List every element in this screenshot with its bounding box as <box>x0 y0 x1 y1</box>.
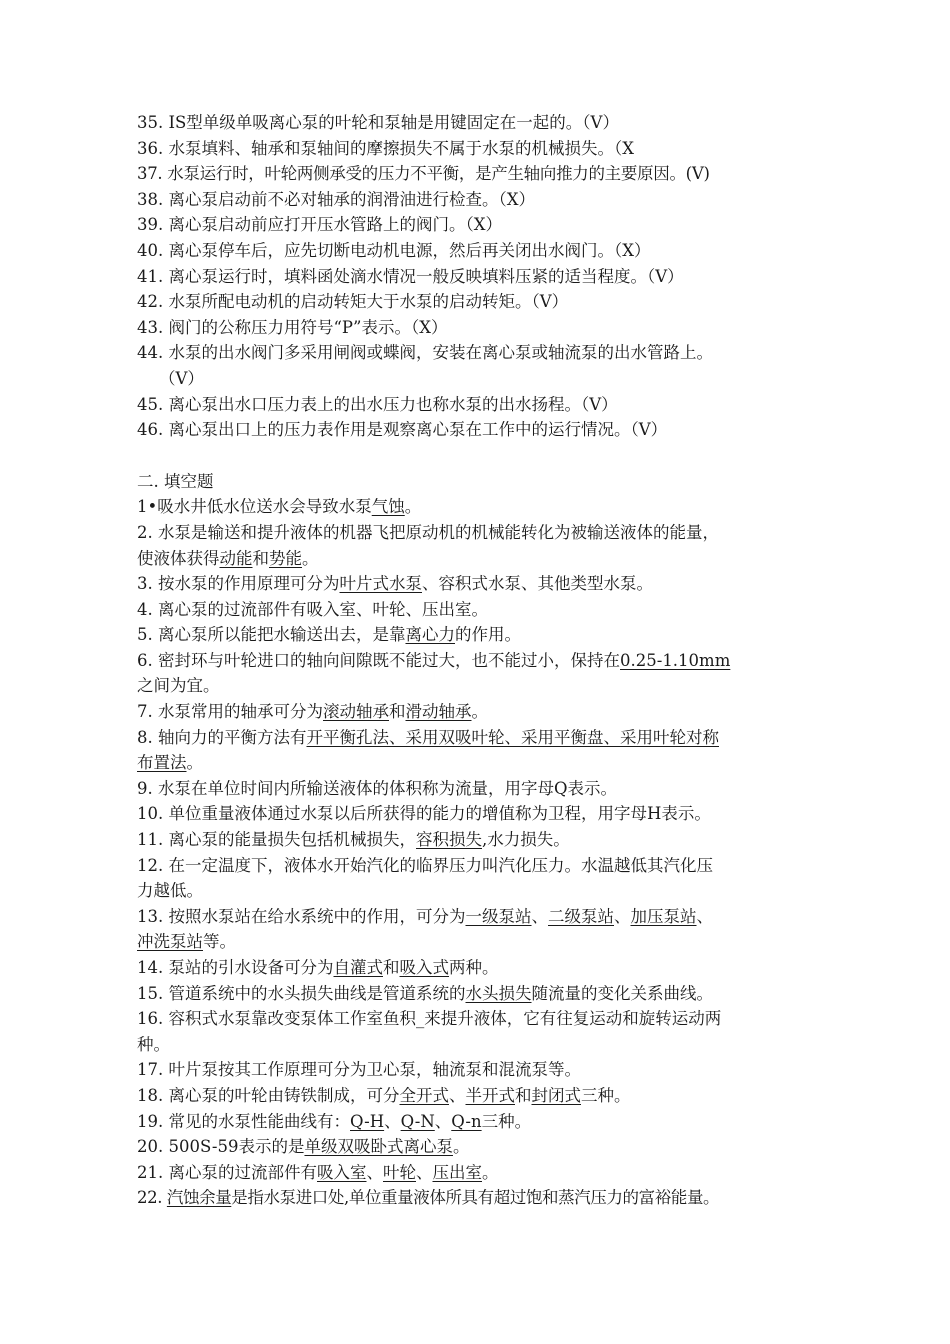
fill-item-19: 19. 常见的水泵性能曲线有：Q-H、Q-N、Q-n三种。 <box>137 1111 532 1131</box>
judgement-item-35: 35. IS型单级单吸离心泵的叶轮和泵轴是用键固定在一起的。（V） <box>137 113 619 132</box>
judgement-item-36: 36. 水泵填料、轴承和泵轴间的摩擦损失不属于水泵的机械损失。（X <box>137 138 634 158</box>
fill-item-4: 4. 离心泵的过流部件有吸入室、叶轮、压出室。 <box>137 599 488 619</box>
judgement-item-41: 41. 离心泵运行时，填料函处滴水情况一般反映填料压紧的适当程度。（V） <box>137 266 684 286</box>
fill-item-13-cont: 冲洗泵站等。 <box>137 932 236 952</box>
judgement-item-44: 44. 水泵的出水阀门多采用闸阀或蝶阀，安装在离心泵或轴流泵的出水管路上。 <box>137 343 713 363</box>
fill-item-9: 9. 水泵在单位时间内所输送液体的体积称为流量，用字母Q表示。 <box>137 778 618 798</box>
fill-item-10: 10. 单位重量液体通过水泵以后所获得的能力的增值称为卫程，用字母H表示。 <box>137 804 711 824</box>
fill-item-17: 17. 叶片泵按其工作原理可分为卫心泵，轴流泵和混流泵等。 <box>137 1060 581 1080</box>
fill-item-15: 15. 管道系统中的水头损失曲线是管道系统的水头损失随流量的变化关系曲线。 <box>137 983 713 1003</box>
judgement-item-40: 40. 离心泵停车后，应先切断电动机电源，然后再关闭出水阀门。（X） <box>137 240 651 260</box>
judgement-item-44-answer: （V） <box>159 368 204 388</box>
judgement-item-46: 46. 离心泵出口上的压力表作用是观察离心泵在工作中的运行情况。（V） <box>137 420 668 440</box>
fill-item-3: 3. 按水泵的作用原理可分为叶片式水泵、容积式水泵、其他类型水泵。 <box>137 574 653 594</box>
fill-item-6-cont: 之间为宜。 <box>137 676 220 696</box>
fill-item-6: 6. 密封环与叶轮进口的轴向间隙既不能过大，也不能过小，保持在0.25-1.10mm <box>137 650 731 670</box>
judgement-item-43: 43. 阀门的公称压力用符号“P”表示。（X） <box>137 317 448 337</box>
fill-item-18: 18. 离心泵的叶轮由铸铁制成，可分全开式、半开式和封闭式三种。 <box>137 1085 631 1105</box>
fill-item-5: 5. 离心泵所以能把水输送出去，是靠离心力的作用。 <box>137 625 521 645</box>
section-gap <box>137 443 827 469</box>
fill-item-21: 21. 离心泵的过流部件有吸入室、叶轮、压出室。 <box>137 1162 499 1182</box>
fill-item-8-cont: 布置法。 <box>137 753 203 773</box>
judgement-item-38: 38. 离心泵启动前不必对轴承的润滑油进行检查。（X） <box>137 189 535 209</box>
fill-item-16: 16. 容积式水泵靠改变泵体工作室鱼积_来提升液体，它有往复运动和旋转运动两 <box>137 1009 722 1029</box>
document-page <box>137 110 827 1211</box>
fill-item-11: 11. 离心泵的能量损失包括机械损失，容积损失,水力损失。 <box>137 830 570 850</box>
fill-item-22: 22. 汽蚀余量是指水泵进口处,单位重量液体所具有超过饱和蒸汽压力的富裕能量。 <box>137 1188 720 1208</box>
fill-item-2: 2. 水泵是输送和提升液体的机器飞把原动机的机械能转化为被输送液体的能量， <box>137 522 719 542</box>
fill-item-13: 13. 按照水泵站在给水系统中的作用，可分为一级泵站、二级泵站、加压泵站、 <box>137 906 713 926</box>
judgement-item-45: 45. 离心泵出水口压力表上的出水压力也称水泵的出水扬程。（V） <box>137 394 618 414</box>
judgement-item-42: 42. 水泵所配电动机的启动转矩大于水泵的启动转矩。（V） <box>137 292 569 312</box>
judgement-item-39: 39. 离心泵启动前应打开压水管路上的阀门。（X） <box>137 215 502 235</box>
fill-item-20: 20. 500S-59表示的是单级双吸卧式离心泵。 <box>137 1137 470 1157</box>
fill-item-7: 7. 水泵常用的轴承可分为滚动轴承和滑动轴承。 <box>137 702 488 722</box>
judgement-item-37: 37. 水泵运行时，叶轮两侧承受的压力不平衡，是产生轴向推力的主要原因。(V) <box>137 164 710 184</box>
fill-item-14: 14. 泵站的引水设备可分为自灌式和吸入式两种。 <box>137 958 499 977</box>
fill-item-12-cont: 力越低。 <box>137 881 203 901</box>
fill-item-8: 8. 轴向力的平衡方法有开平衡孔法、采用双吸叶轮、采用平衡盘、采用叶轮对称 <box>137 727 719 747</box>
fill-item-12: 12. 在一定温度下，液体水开始汽化的临界压力叫汽化压力。水温越低其汽化压 <box>137 855 713 875</box>
fill-item-16-cont: 种。 <box>137 1034 170 1054</box>
section-title: 二. 填空题 <box>137 471 214 491</box>
fill-item-2-cont: 使液体获得动能和势能。 <box>137 548 319 568</box>
fill-item-1: 1•吸水井低水位送水会导致水泵气蚀。 <box>137 497 422 517</box>
